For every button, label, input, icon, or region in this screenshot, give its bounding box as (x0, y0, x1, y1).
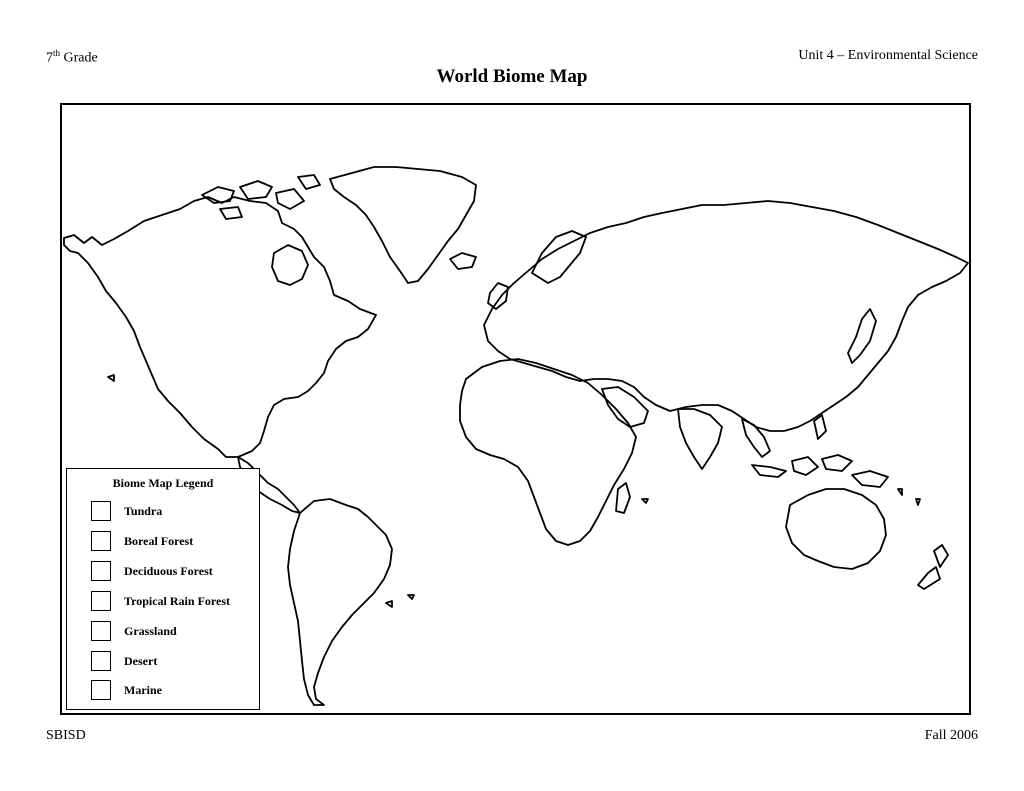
legend-label-boreal-forest: Boreal Forest (124, 533, 194, 548)
greenland-outline (330, 167, 476, 283)
legend-item-boreal-forest[interactable] (91, 530, 193, 552)
legend-label-tropical-rain-forest: Tropical Rain Forest (124, 593, 230, 608)
iceland-outline (450, 253, 476, 269)
legend-item-marine[interactable] (91, 679, 162, 701)
page-title: World Biome Map (436, 66, 588, 87)
hudson-bay-outline (272, 245, 308, 285)
great-britain-outline (488, 283, 508, 309)
japan-outline (848, 309, 876, 363)
legend-swatch-desert[interactable] (91, 651, 111, 671)
legend-swatch-marine[interactable] (91, 680, 111, 700)
australia-outline (786, 489, 886, 569)
arctic-islands-outline (202, 175, 320, 219)
legend-label-marine: Marine (124, 682, 162, 697)
new-zealand-outline (918, 545, 948, 589)
footer-school: SBISD (46, 728, 86, 743)
new-guinea-outline (852, 471, 888, 487)
south-america-outline (288, 499, 392, 705)
legend-item-tundra[interactable] (91, 500, 162, 522)
eurasia-outline (484, 201, 968, 431)
legend-swatch-deciduous-forest[interactable] (91, 561, 111, 581)
africa-outline (460, 359, 636, 545)
legend-item-deciduous-forest[interactable] (91, 560, 213, 582)
grade-label (46, 48, 98, 67)
legend-title: Biome Map Legend (112, 476, 214, 490)
india-outline (678, 409, 722, 469)
north-america-outline (64, 197, 376, 457)
biome-legend (66, 468, 260, 710)
grade-number: 7 (46, 50, 53, 66)
grade-word: Grade (63, 50, 98, 66)
legend-swatch-tropical-rain-forest[interactable] (91, 591, 111, 611)
legend-label-grassland: Grassland (124, 623, 177, 638)
footer-term: Fall 2006 (924, 728, 978, 743)
legend-label-tundra: Tundra (124, 503, 163, 518)
grade-suffix: th (53, 48, 61, 58)
unit-label: Unit 4 – Environmental Science (798, 48, 978, 63)
southeast-asia-outline (742, 419, 770, 457)
legend-label-deciduous-forest: Deciduous Forest (124, 563, 213, 578)
madagascar-outline (616, 483, 630, 513)
legend-swatch-grassland[interactable] (91, 621, 111, 641)
legend-swatch-tundra[interactable] (91, 501, 111, 521)
legend-item-desert[interactable] (91, 650, 157, 672)
legend-item-tropical-rain-forest[interactable] (91, 590, 230, 612)
legend-label-desert: Desert (124, 653, 158, 668)
legend-item-grassland[interactable] (91, 620, 177, 642)
legend-swatch-boreal-forest[interactable] (91, 531, 111, 551)
